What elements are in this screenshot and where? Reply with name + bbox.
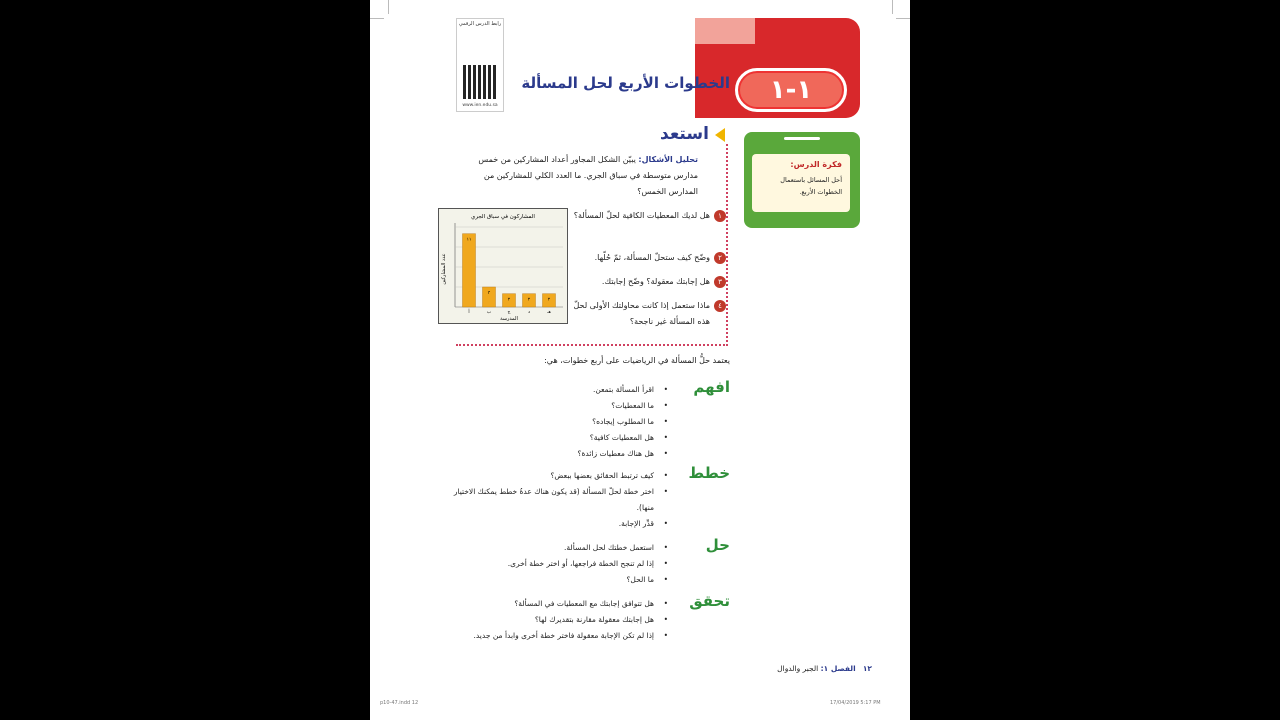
page-number: ١٢ <box>862 664 872 673</box>
qr-code-icon <box>463 65 497 99</box>
category-tick-label: هـ <box>547 310 551 315</box>
idea-text: أحل المسائل باستعمال الخطوات الأربع. <box>780 176 842 196</box>
chapter-label: الفصل ١: <box>820 664 856 673</box>
question-number: ٣ <box>714 276 726 288</box>
intro-bold: تحليل الأشكال: <box>638 155 698 164</box>
question-text: هل إجابتك معقولة؟ وضّح إجابتك. <box>601 277 710 286</box>
step-understand: افهم <box>693 378 730 396</box>
idea-heading: فكرة الدرس: <box>790 160 842 169</box>
question-4 <box>570 298 722 330</box>
list-item: • ما المعطيات؟ <box>450 398 670 414</box>
list-item: • هل المعطيات كافية؟ <box>450 430 670 446</box>
chart-bar <box>463 234 476 307</box>
step-solve: حل <box>705 536 730 554</box>
category-tick-label: ب <box>486 310 492 315</box>
chart-ylabel: عدد المشاركين <box>441 253 447 285</box>
list-item: • إذا لم تكن الإجابة معقولة فاختر خطة أخرى وابدأ من جديد. <box>450 628 670 644</box>
card-tab <box>784 137 820 140</box>
question-text: ماذا ستعمل إذا كانت محاولتك الأولى لحلّ هذه المسألة غير ناجحة؟ <box>573 301 710 326</box>
qr-code-box[interactable] <box>456 18 504 112</box>
list-item: • ما الحل؟ <box>450 572 670 588</box>
step-check-list <box>450 596 670 644</box>
bar-chart <box>438 208 568 324</box>
step-solve-list <box>450 540 670 588</box>
lesson-title: الخطوات الأربع لحل المسألة <box>521 74 730 92</box>
list-item: • هل هناك معطيات زائدة؟ <box>450 446 670 462</box>
chart-bar <box>483 287 496 307</box>
question-text: هل لديك المعطيات الكافية لحلّ المسألة؟ <box>573 211 710 220</box>
category-tick-label: أ <box>468 310 470 315</box>
list-item: • هل إجابتك معقولة مقارنة بتقديرك لها؟ <box>450 612 670 628</box>
list-item: • كيف ترتبط الحقائق بعضها ببعض؟ <box>450 468 670 484</box>
question-number: ٢ <box>714 252 726 264</box>
question-number: ١ <box>714 210 726 222</box>
step-plan-list <box>450 468 670 532</box>
step-understand-list <box>450 382 670 462</box>
category-tick-label: ج <box>507 310 511 315</box>
triangle-arrow-icon <box>715 128 725 142</box>
slug-date: 17/04/2019 5:17 PM <box>830 700 881 706</box>
list-item: • اقرأ المسألة بتمعن. <box>450 382 670 398</box>
list-item: • استعمل خطتك لحل المسألة. <box>450 540 670 556</box>
list-item: • قدِّر الإجابة. <box>450 516 670 532</box>
question-3 <box>570 274 722 290</box>
textbook-page <box>370 0 910 720</box>
bar-value-label: ٢ <box>527 297 531 303</box>
bar-value-label: ٣ <box>487 291 491 296</box>
page-footer <box>730 664 872 673</box>
bar-value-label: ٢ <box>547 297 551 303</box>
category-tick-label: د <box>527 310 531 315</box>
intro-text: يبيّن الشكل المجاور أعداد المشاركين من خمس مدارس متوسطة في سباق الجري. ما العدد الكلي للمشاركين من المدارس الخمس؟ <box>478 155 698 196</box>
intro-paragraph <box>466 152 698 200</box>
qr-url: www.ien.edu.sa <box>462 103 498 108</box>
lesson-idea-card <box>744 132 860 228</box>
list-item: • هل تتوافق إجابتك مع المعطيات في المسألة؟ <box>450 596 670 612</box>
chart-svg <box>439 209 567 323</box>
banner-fold <box>695 18 755 44</box>
chapter-name: الجبر والدوال <box>777 664 819 673</box>
list-item: • اختر خطة لحلّ المسألة (قد يكون هناك عدةُ خطط يمكنك الاختيار منها). <box>450 484 670 516</box>
qr-caption: رابط الدرس الرقمي <box>458 21 502 27</box>
lead-text: يعتمد حلُّ المسألة في الرياضيات على أربع خطوات، هي: <box>544 356 730 365</box>
list-item: • ما المطلوب إيجاده؟ <box>450 414 670 430</box>
bar-value-label: ٢ <box>507 297 511 303</box>
prepare-heading: استعد <box>660 124 709 144</box>
bar-value-label: ١١ <box>466 237 472 243</box>
chart-title: المشاركون في سباق الجري <box>471 214 535 220</box>
lesson-number: ١-١ <box>735 68 847 112</box>
question-number: ٤ <box>714 300 726 312</box>
slug-file: p10-47.indd 12 <box>380 700 419 706</box>
chart-xlabel: المدرسة <box>500 316 518 322</box>
question-text: وضّح كيف ستحلّ المسألة، ثمّ حُلّها. <box>594 253 710 262</box>
step-check: تحقق <box>689 592 730 610</box>
list-item: • إذا لم تنجح الخطة فراجعها، أو اختر خطة أخرى. <box>450 556 670 572</box>
question-2 <box>570 250 722 266</box>
step-plan: خطط <box>688 464 730 482</box>
question-1 <box>570 208 722 224</box>
